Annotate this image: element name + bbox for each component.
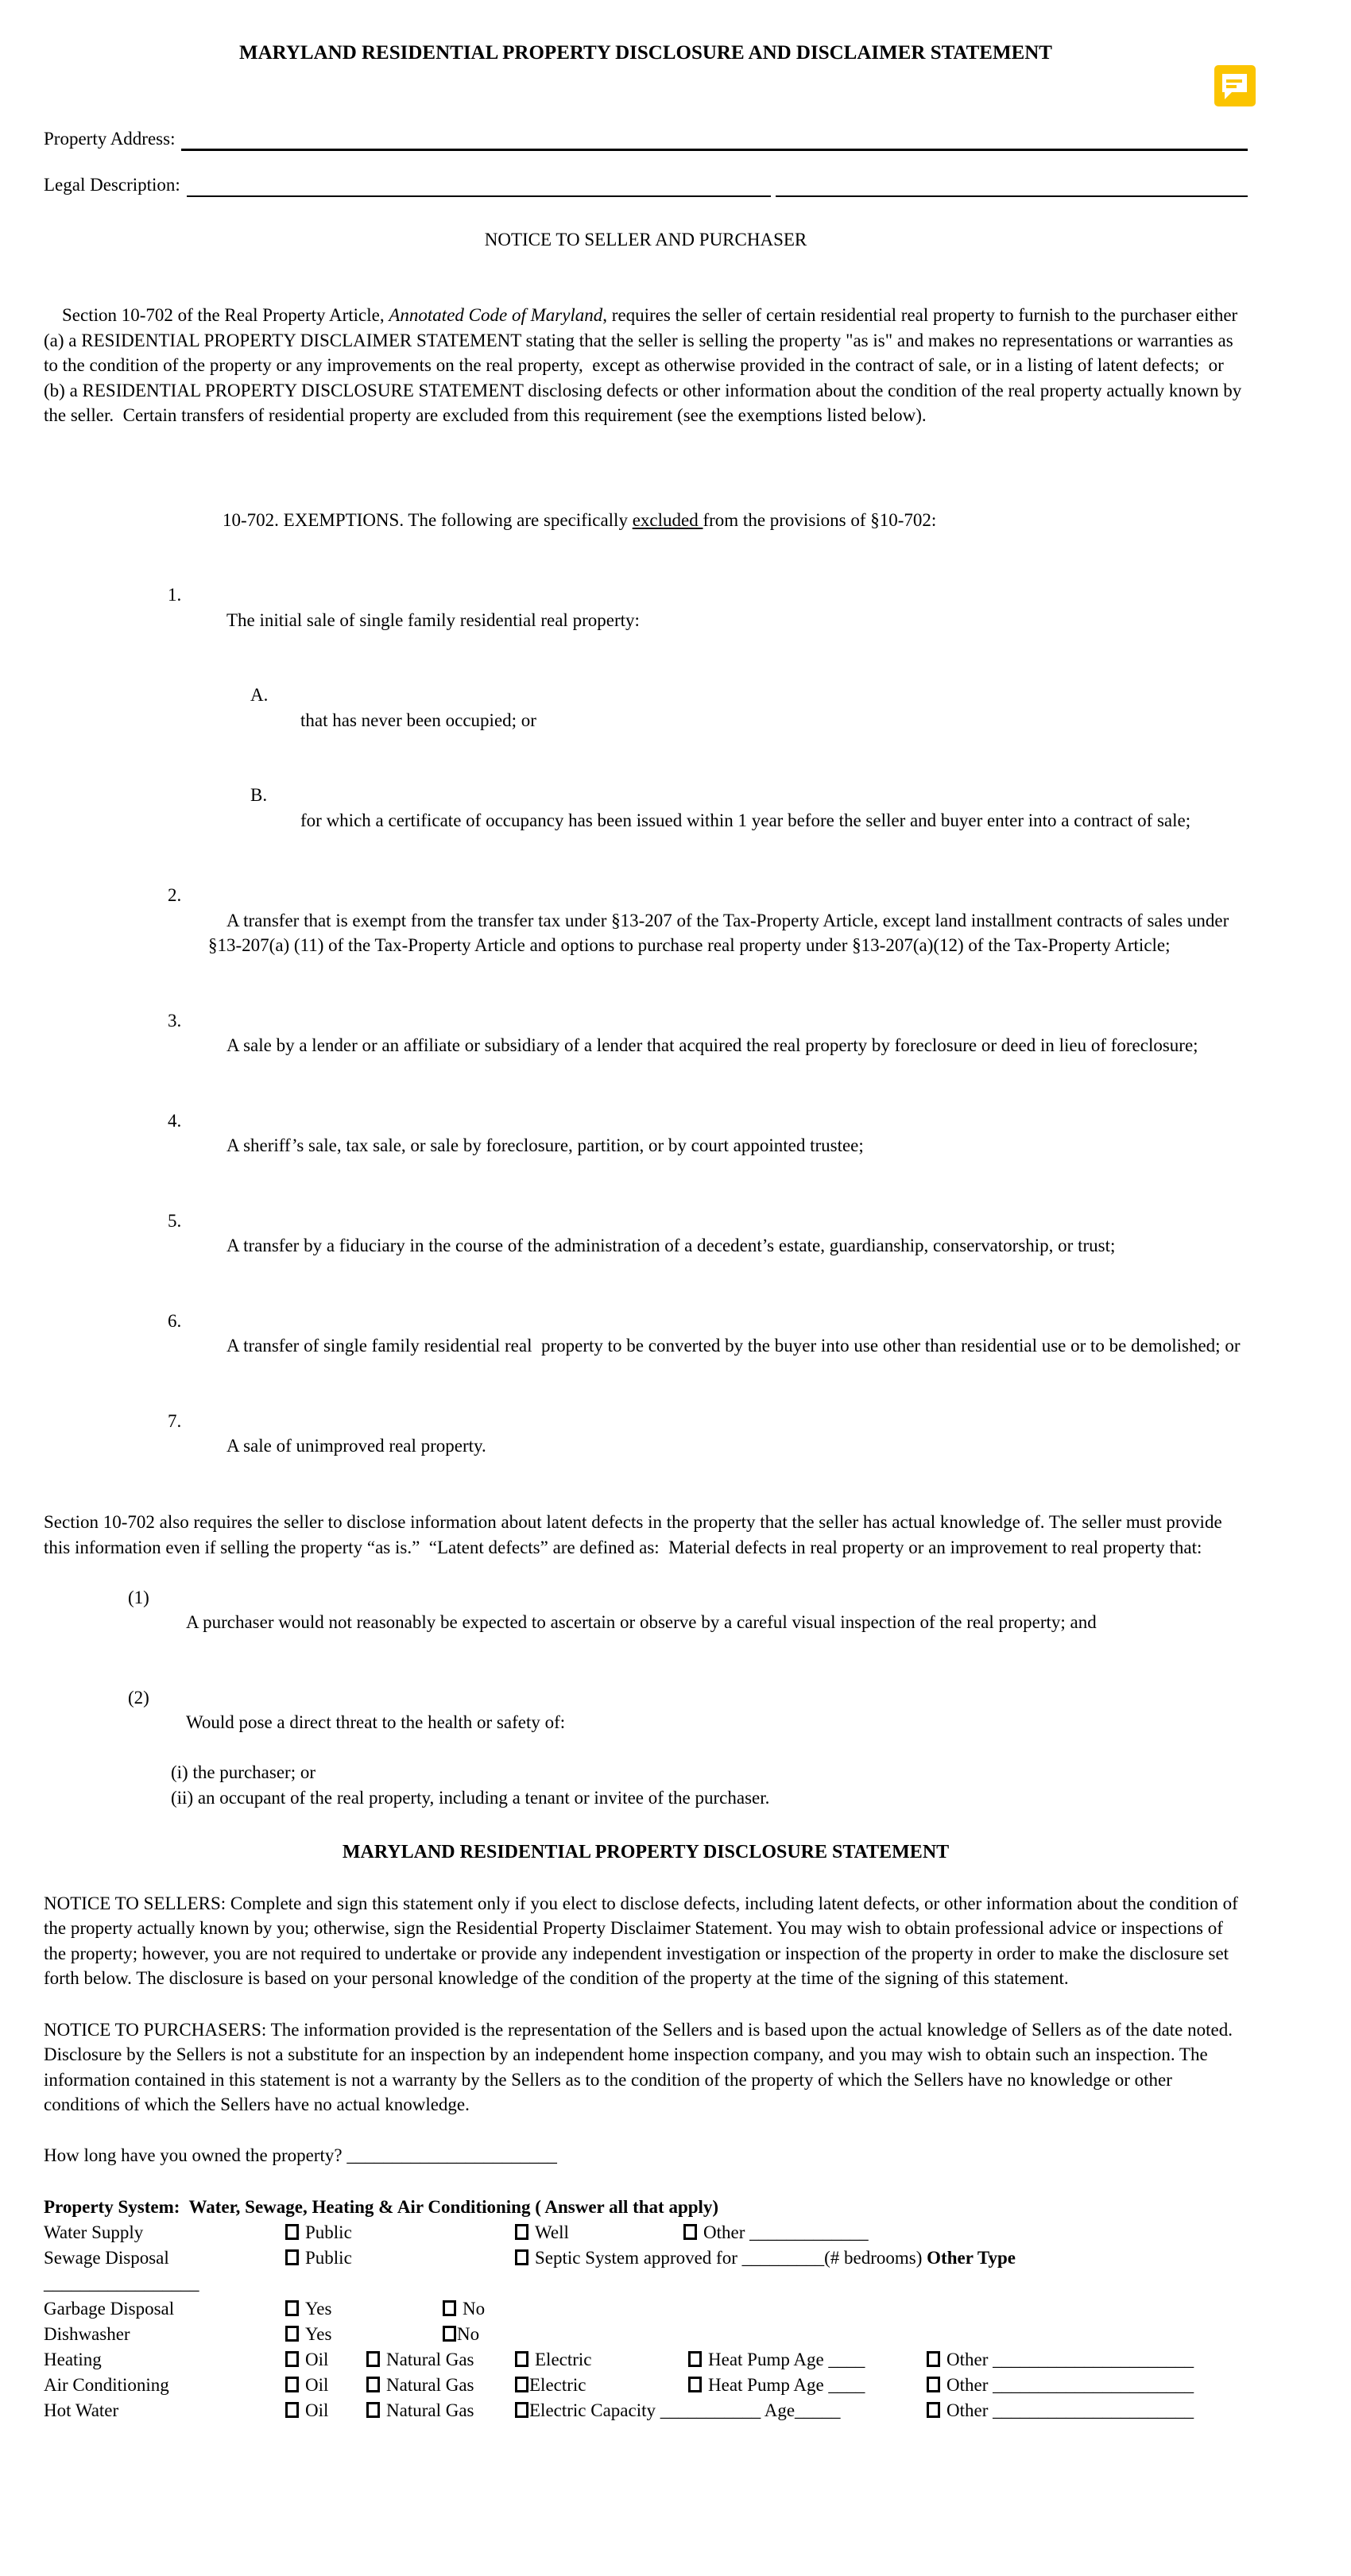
bubble-text-bar [1226,85,1237,88]
air-conditioning-label: Air Conditioning [44,2374,169,2395]
list-text: A sale of unimproved real property. [226,1436,486,1456]
list-text: A sheriff’s sale, tax sale, or sale by foreclosure, partition, or by court appointed trustee; [226,1135,864,1155]
option-label: Electric [535,2349,592,2369]
list-text: A transfer by a fiduciary in the course of the administration of a decedent’s estate, guardianship, conservatorship, or trust; [226,1236,1116,1255]
list-item [44,1283,1248,1383]
list-marker: 3. [168,1010,182,1031]
public-checkbox[interactable] [285,2249,299,2265]
option-label: Yes [305,2298,332,2319]
heat-pump-checkbox[interactable] [688,2377,702,2392]
hot-water-label: Hot Water [44,2400,119,2420]
option-label: Public [305,2247,352,2268]
option-label[interactable]: Other ______________________ [946,2349,1194,2369]
list-item [44,1183,1248,1283]
water-supply-label: Water Supply [44,2222,144,2242]
property-system-heading: Property System: Water, Sewage, Heating & Air Conditioning ( Answer all that apply) [44,2197,719,2217]
intro-paragraph [44,278,1248,454]
property-address-label: Property Address: [44,128,176,149]
exemptions-intro-pre: 10-702. EXEMPTIONS. The following are specifically [223,509,633,530]
list-text: A transfer of single family residential real property to be converted by the buyer into use other than residential use or to be demolished; or [226,1336,1241,1356]
intro-text-pre: Section 10-702 of the Real Property Article, [62,305,389,325]
oil-checkbox[interactable] [285,2402,299,2418]
other-checkbox[interactable] [927,2377,940,2392]
list-marker: 5. [168,1210,182,1231]
list-item [44,983,1248,1083]
list-item [44,658,1248,758]
list-text: A purchaser would not reasonably be expected to ascertain or observe by a careful visual inspection of the real property; and [186,1612,1097,1632]
list-item [44,1383,1248,1483]
garbage-disposal-row [44,2296,1248,2322]
list-marker: B. [250,785,268,805]
list-item [44,1660,1248,1760]
other-type-fill-line[interactable]: _________________ [44,2272,199,2293]
legal-description-fill-line-2[interactable] [776,176,1248,197]
legal-description-row [44,175,1248,197]
list-marker: 7. [168,1410,182,1431]
dishwasher-label: Dishwasher [44,2323,130,2344]
list-marker: A. [250,685,269,705]
list-marker: (1) [128,1587,149,1607]
property-address-fill-line[interactable] [181,130,1248,151]
list-text: A transfer that is exempt from the transfer tax under §13-207 of the Tax-Property Article, except land installment contracts of sales under §13-207(a) (11) of the Tax-Property Article and options to purchase real property under §13-207(a)(12) of the Tax-Property Article; [208,910,1234,955]
legal-description-fill-line-1[interactable] [187,176,771,197]
other-checkbox[interactable] [927,2402,940,2418]
option-label[interactable]: Electric Capacity ___________ Age_____ [529,2400,841,2420]
other-checkbox[interactable] [927,2351,940,2367]
intro-text-italic: Annotated Code of Maryland [389,305,603,325]
speech-bubble-icon [1222,74,1247,92]
legal-description-label: Legal Description: [44,174,180,195]
yes-checkbox[interactable] [285,2300,299,2316]
list-item [44,858,1248,984]
septic-system-checkbox[interactable] [515,2249,528,2265]
list-text: for which a certificate of occupancy has been issued within 1 year before the seller and buyer enter into a contract of sale; [300,810,1191,830]
oil-checkbox[interactable] [285,2377,299,2392]
heating-row [44,2347,1248,2373]
option-label: Natural Gas [386,2349,474,2369]
sewage-disposal-label: Sewage Disposal [44,2247,169,2268]
list-marker: 4. [168,1110,182,1131]
other-type-label: Other Type [927,2247,1016,2268]
no-checkbox[interactable] [443,2326,456,2342]
option-label: Well [535,2222,569,2242]
list-marker: 1. [168,585,182,605]
list-text: The initial sale of single family residential real property: [226,609,640,630]
latent-defects-paragraph: Section 10-702 also requires the seller to disclose information about latent defects in the property that the seller has actual knowledge of. The seller must provide this information even if selling the property “as is.” “Latent defects” are defined as: Material defects in real property or an improvement to real property that: [44,1512,1227,1557]
yes-checkbox[interactable] [285,2326,299,2342]
notice-sellers-paragraph: NOTICE TO SELLERS: Complete and sign this statement only if you elect to disclose defects, including latent defects, or other information about the condition of the property actually known by you; otherwise, sign the Residential Property Disclaimer Statement. You may wish to obtain professional advice or inspections of the property; however, you are not required to undertake or provide any independent investigation or inspection of the property in order to make the disclosure set forth below. The disclosure is based on your personal knowledge of the condition of the property at the time of the signing of this statement. [44,1893,1243,1988]
exemptions-intro-post: from the provisions of §10-702: [703,509,937,530]
option-label[interactable]: Other ______________________ [946,2400,1194,2420]
option-label[interactable]: Heat Pump Age ____ [708,2374,865,2395]
exemptions-intro [204,482,1248,558]
natural-gas-checkbox[interactable] [366,2402,380,2418]
list-item: (ii) an occupant of the real property, including a tenant or invitee of the purchaser. [171,1787,770,1808]
option-label: Public [305,2222,352,2242]
comment-annotation-icon[interactable] [1214,65,1256,106]
hot-water-row [44,2398,1248,2423]
no-checkbox[interactable] [443,2300,456,2316]
option-label: Yes [305,2323,332,2344]
electric-checkbox[interactable] [515,2351,528,2367]
page-title: MARYLAND RESIDENTIAL PROPERTY DISCLOSURE AND DISCLAIMER STATEMENT [239,42,1052,64]
option-label: No [463,2298,486,2319]
heating-label: Heating [44,2349,102,2369]
list-marker: 6. [168,1310,182,1331]
water-supply-row [44,2220,1248,2245]
speech-bubble-tail [1225,92,1232,99]
sewage-disposal-row [44,2245,1248,2271]
natural-gas-checkbox[interactable] [366,2351,380,2367]
other-type-continuation-row [44,2271,1248,2296]
property-address-row [44,129,1248,151]
public-checkbox[interactable] [285,2224,299,2240]
option-label[interactable]: Heat Pump Age ____ [708,2349,865,2369]
electric-checkbox[interactable] [515,2377,528,2392]
bubble-text-bar [1226,79,1242,83]
list-text: that has never been occupied; or [300,710,536,730]
ownership-question[interactable]: How long have you owned the property? _______________________ [44,2145,557,2165]
list-text: Would pose a direct threat to the health or safety of: [186,1712,566,1732]
other-checkbox[interactable] [683,2224,697,2240]
option-label: Oil [305,2400,329,2420]
list-item [44,1560,1248,1660]
natural-gas-checkbox[interactable] [366,2377,380,2392]
option-label: No [457,2323,480,2344]
electric-checkbox[interactable] [515,2402,528,2418]
option-label: Oil [305,2349,329,2369]
well-checkbox[interactable] [515,2224,528,2240]
oil-checkbox[interactable] [285,2351,299,2367]
option-label[interactable]: Septic System approved for _________(# bedrooms) [535,2247,927,2268]
option-label: Natural Gas [386,2374,474,2395]
heat-pump-checkbox[interactable] [688,2351,702,2367]
disclosure-statement-heading: MARYLAND RESIDENTIAL PROPERTY DISCLOSURE STATEMENT [342,1842,950,1862]
option-label[interactable]: Other _____________ [703,2222,869,2242]
list-item [44,758,1248,858]
notice-seller-purchaser-heading: NOTICE TO SELLER AND PURCHASER [484,230,807,249]
garbage-disposal-label: Garbage Disposal [44,2298,175,2319]
option-label: Natural Gas [386,2400,474,2420]
option-label: Electric [529,2374,586,2395]
dishwasher-row [44,2322,1248,2347]
list-item [44,558,1248,658]
exemptions-intro-underlined: excluded [632,509,703,530]
option-label: Oil [305,2374,329,2395]
air-conditioning-row [44,2373,1248,2398]
notice-purchasers-paragraph: NOTICE TO PURCHASERS: The information provided is the representation of the Sellers and is based upon the actual knowledge of Sellers as of the date noted. Disclosure by the Sellers is not a substitute for an inspection by an independent home inspection company, and you may wish to obtain such an inspection. The information contained in this statement is not a warranty by the Sellers as to the condition of the property of which the Sellers have no knowledge or other conditions of which the Sellers have no actual knowledge. [44,2019,1237,2114]
list-item [44,1083,1248,1183]
intro-text-post: , requires the seller of certain residential real property to furnish to the purchaser either (a) a RESIDENTIAL PROPERTY DISCLAIMER STATEMENT stating that the seller is selling the property "as is" and makes no representations or warranties as to the condition of the property or any improvements on the real property, except as otherwise provided in the contract of sale, or in a listing of latent defects; or (b) a RESIDENTIAL PROPERTY DISCLOSURE STATEMENT disclosing defects or other information about the condition of the real property actually known by the seller. Certain transfers of residential property are excluded from this requirement (see the exemptions listed below). [44,305,1247,425]
list-marker: 2. [168,885,182,905]
list-item: (i) the purchaser; or [171,1762,316,1782]
option-label[interactable]: Other ______________________ [946,2374,1194,2395]
list-marker: (2) [128,1687,149,1708]
list-text: A sale by a lender or an affiliate or subsidiary of a lender that acquired the real property by foreclosure or deed in lieu of foreclosure; [226,1035,1198,1055]
